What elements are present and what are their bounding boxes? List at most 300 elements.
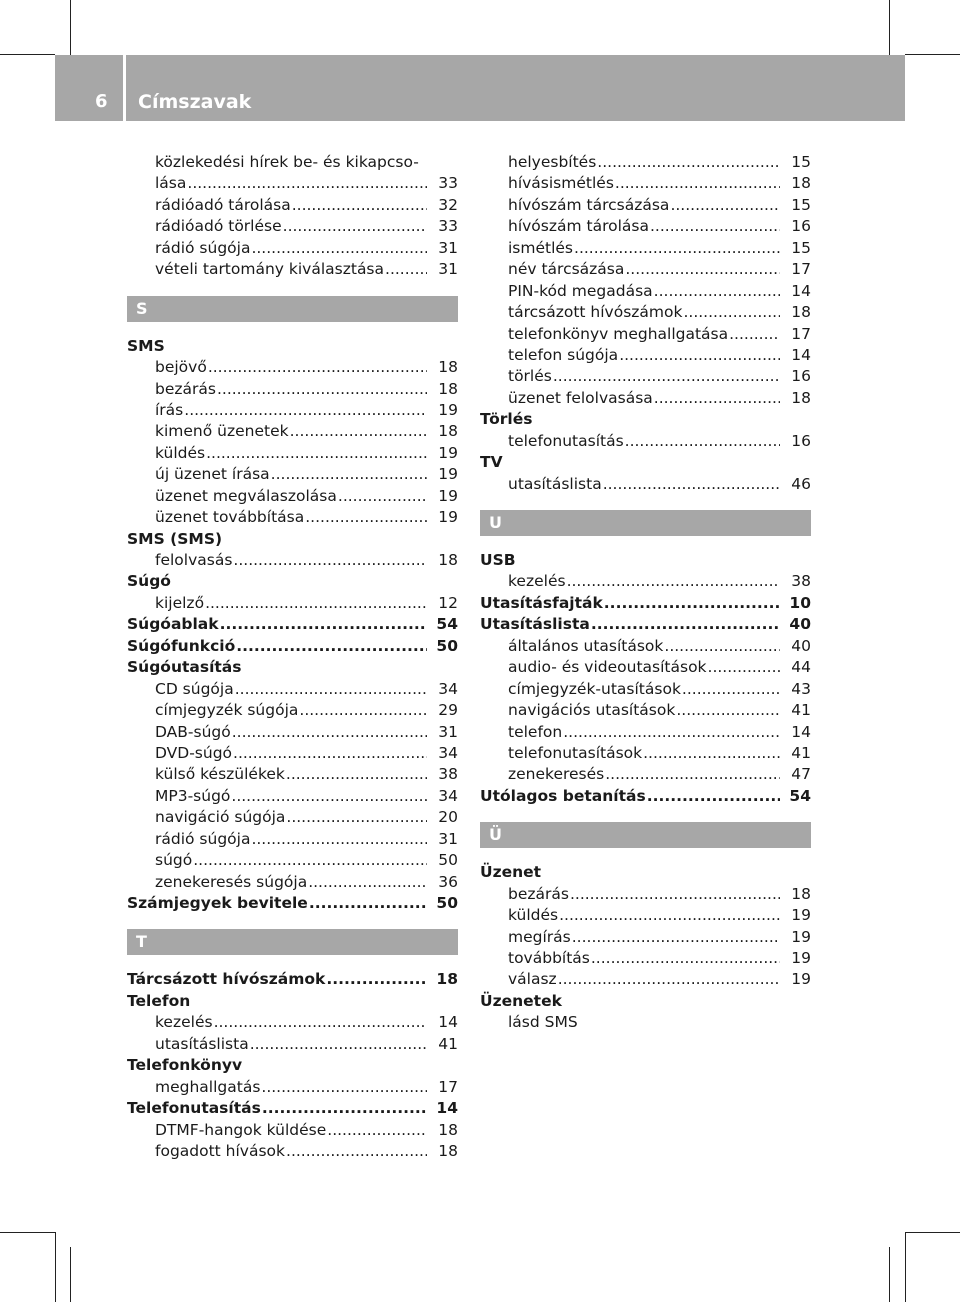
- index-heading: [127, 529, 458, 550]
- index-entry: [127, 679, 458, 700]
- entry-label: címjegyzék súgója: [155, 701, 299, 720]
- dot-leader: [643, 743, 780, 764]
- index-entry: [480, 571, 811, 592]
- dot-leader: [647, 786, 780, 807]
- index-entry: [127, 486, 458, 507]
- page-ref: 38: [438, 765, 458, 784]
- entry-label: üzenet megválaszolása: [155, 486, 337, 505]
- index-entry: [480, 700, 811, 721]
- dot-leader: [251, 829, 427, 850]
- page-ref: 14: [436, 1099, 458, 1118]
- entry-label: általános utasítások: [508, 636, 664, 655]
- page-ref: 12: [438, 593, 458, 612]
- dot-leader: [338, 486, 427, 507]
- entry-label: Üzenet: [480, 863, 542, 882]
- entry-label: utasításlista: [508, 474, 602, 493]
- page-ref: 34: [438, 786, 458, 805]
- page-ref: 18: [438, 422, 458, 441]
- dot-leader: [233, 550, 427, 571]
- index-entry: [127, 379, 458, 400]
- index-entry: [127, 550, 458, 571]
- page-ref: 36: [438, 872, 458, 891]
- entry-label: törlés: [508, 367, 552, 386]
- page-ref: 31: [438, 722, 458, 741]
- index-entry: [127, 216, 458, 237]
- dot-leader: [326, 969, 427, 990]
- index-entry: [127, 173, 458, 194]
- entry-label: USB: [480, 551, 516, 569]
- entry-label: ismétlés: [508, 238, 574, 257]
- dot-leader: [567, 571, 780, 592]
- index-entry: [480, 927, 811, 948]
- dot-leader: [558, 969, 780, 990]
- index-heading: [127, 1055, 458, 1076]
- entry-label: CD súgója: [155, 679, 234, 698]
- page-ref: 14: [791, 345, 811, 364]
- dot-leader: [261, 1077, 427, 1098]
- page-ref: 20: [438, 808, 458, 827]
- entry-label: tárcsázott hívószámok: [508, 303, 683, 322]
- dot-leader: [193, 850, 427, 871]
- index-entry: [480, 195, 811, 216]
- index-heading: [480, 550, 811, 571]
- entry-label: válasz: [508, 970, 557, 989]
- entry-label: Törlés: [480, 410, 533, 429]
- page-ref: 19: [438, 465, 458, 484]
- page-ref: 19: [791, 949, 811, 967]
- dot-leader: [308, 872, 427, 893]
- index-heading: [127, 636, 458, 657]
- dot-leader: [232, 722, 427, 743]
- entry-label: DAB-súgó: [155, 722, 231, 741]
- page-ref: 19: [438, 443, 458, 462]
- dot-leader: [214, 1012, 427, 1033]
- page-ref: 44: [791, 658, 811, 677]
- index-entry: [480, 884, 811, 905]
- page-ref: 31: [438, 238, 458, 257]
- entry-label: hívószám tárolása: [508, 217, 649, 236]
- dot-leader: [299, 700, 427, 721]
- index-entry: [127, 195, 458, 216]
- entry-label: címjegyzék-utasítások: [508, 679, 681, 698]
- entry-label: Számjegyek bevitele: [127, 894, 308, 912]
- index-entry: [127, 829, 458, 850]
- dot-leader: [591, 614, 780, 635]
- index-entry: [480, 722, 811, 743]
- dot-leader: [286, 807, 427, 828]
- index-entry: [127, 1034, 458, 1055]
- entry-label: utasításlista: [155, 1034, 249, 1053]
- index-heading: [480, 862, 811, 883]
- page-ref: 18: [791, 174, 811, 193]
- index-entry: [127, 764, 458, 785]
- page-number: 6: [95, 91, 108, 112]
- dot-leader: [597, 152, 780, 173]
- index-entry: [127, 259, 458, 280]
- page-ref: 43: [791, 679, 811, 698]
- page-ref: 17: [438, 1077, 458, 1096]
- entry-label: telefon súgója: [508, 345, 619, 364]
- page-title: Címszavak: [138, 91, 252, 113]
- dot-leader: [292, 195, 427, 216]
- page-ref: 18: [438, 379, 458, 398]
- page-ref: 54: [789, 786, 811, 805]
- page-ref: 16: [791, 367, 811, 386]
- crop-mark: [0, 54, 55, 55]
- index-column-right: [480, 152, 811, 1034]
- entry-label: navigáció súgója: [155, 808, 286, 827]
- entry-label: küldés: [508, 906, 559, 925]
- index-entry: [480, 948, 811, 969]
- dot-leader: [676, 700, 780, 721]
- entry-label: rádióadó törlése: [155, 217, 282, 236]
- index-entry: [127, 807, 458, 828]
- entry-label: üzenet továbbítása: [155, 508, 305, 527]
- entry-label: DTMF-hangok küldése: [155, 1120, 327, 1139]
- index-entry: [480, 302, 811, 323]
- entry-label: továbbítás: [508, 949, 590, 967]
- index-entry: [480, 173, 811, 194]
- entry-label: Telefonutasítás: [127, 1099, 261, 1118]
- dot-leader: [654, 281, 780, 302]
- index-heading: [480, 593, 811, 614]
- crop-mark: [905, 1232, 960, 1233]
- index-entry: [127, 722, 458, 743]
- dot-leader: [305, 507, 427, 528]
- crop-mark: [905, 1232, 906, 1302]
- dot-leader: [683, 302, 780, 323]
- crop-mark: [70, 1247, 71, 1302]
- page-ref: 34: [438, 679, 458, 698]
- index-entry: [127, 700, 458, 721]
- dot-leader: [309, 893, 427, 914]
- dot-leader: [650, 216, 780, 237]
- index-entry: [480, 388, 811, 409]
- entry-label: vételi tartomány kiválasztása: [155, 260, 385, 279]
- index-heading: [127, 657, 458, 678]
- page-ref: 54: [436, 615, 458, 634]
- header-divider: [123, 55, 126, 121]
- entry-label: TV: [480, 453, 503, 472]
- index-heading: [127, 336, 458, 357]
- entry-label: SMS: [127, 336, 165, 355]
- entry-label: telefonkönyv meghallgatása: [508, 324, 729, 343]
- dot-leader: [553, 366, 780, 387]
- entry-label: név tárcsázása: [508, 260, 625, 279]
- page-ref: 18: [438, 551, 458, 569]
- page-ref: 15: [791, 153, 811, 171]
- index-entry: [480, 969, 811, 990]
- index-heading: [480, 409, 811, 430]
- page-ref: 50: [436, 636, 458, 655]
- page-ref: 10: [789, 593, 811, 612]
- dot-leader: [670, 195, 780, 216]
- index-entry: [127, 743, 458, 764]
- index-entry: [127, 850, 458, 871]
- index-heading: [127, 571, 458, 592]
- index-heading: [127, 969, 458, 990]
- dot-leader: [208, 357, 427, 378]
- page-ref: 15: [791, 238, 811, 257]
- index-entry: [480, 743, 811, 764]
- index-entry: [480, 259, 811, 280]
- dot-leader: [572, 927, 780, 948]
- page-header: [55, 55, 905, 121]
- index-entry: [480, 216, 811, 237]
- entry-label: Súgóutasítás: [127, 658, 242, 677]
- index-entry: [127, 1012, 458, 1033]
- entry-label: Utólagos betanítás: [480, 786, 646, 805]
- section-letter: S: [127, 296, 458, 322]
- page-ref: 14: [791, 281, 811, 300]
- index-heading: [127, 991, 458, 1012]
- entry-label: fogadott hívások: [155, 1141, 286, 1160]
- page-ref: 16: [791, 217, 811, 236]
- index-entry: [127, 152, 458, 173]
- entry-label: Tárcsázott hívószámok: [127, 970, 326, 989]
- entry-label: DVD-súgó: [155, 743, 233, 762]
- index-entry: [480, 281, 811, 302]
- dot-leader: [619, 345, 780, 366]
- entry-label: kijelző: [155, 593, 205, 612]
- index-heading: [480, 452, 811, 473]
- crop-mark: [70, 0, 71, 55]
- index-entry: [480, 764, 811, 785]
- entry-label: hívásismétlés: [508, 174, 614, 193]
- dot-leader: [286, 764, 427, 785]
- index-heading: [127, 893, 458, 914]
- dot-leader: [559, 905, 780, 926]
- entry-label: PIN-kód megadása: [508, 281, 653, 300]
- index-heading: [480, 786, 811, 807]
- entry-label: kezelés: [508, 572, 566, 591]
- page-ref: 14: [791, 722, 811, 741]
- entry-label: helyesbítés: [508, 153, 597, 171]
- entry-label: közlekedési hírek be- és kikapcso-: [155, 153, 419, 171]
- entry-label: üzenet felolvasása: [508, 388, 653, 407]
- page-ref: 19: [791, 970, 811, 989]
- dot-leader: [563, 722, 780, 743]
- page-ref: 16: [791, 431, 811, 450]
- entry-label: bezárás: [155, 379, 216, 398]
- dot-leader: [708, 657, 780, 678]
- page-ref: 50: [438, 851, 458, 870]
- entry-label: Súgófunkció: [127, 636, 236, 655]
- page-ref: 33: [438, 217, 458, 236]
- index-heading: [480, 991, 811, 1012]
- entry-label: lása: [155, 174, 187, 193]
- index-entry: [127, 443, 458, 464]
- dot-leader: [625, 431, 780, 452]
- dot-leader: [205, 593, 427, 614]
- index-entry: [480, 431, 811, 452]
- index-heading: [480, 614, 811, 635]
- index-entry: [480, 238, 811, 259]
- page-ref: 18: [791, 388, 811, 407]
- page-ref: 32: [438, 195, 458, 214]
- index-entry: [480, 905, 811, 926]
- entry-label: rádióadó tárolása: [155, 195, 291, 214]
- page-ref: 47: [791, 765, 811, 784]
- entry-label: hívószám tárcsázása: [508, 195, 670, 214]
- page-ref: 41: [438, 1034, 458, 1053]
- crop-mark: [0, 1232, 55, 1233]
- dot-leader: [262, 1098, 427, 1119]
- dot-leader: [235, 679, 427, 700]
- index-entry: [480, 366, 811, 387]
- index-entry: [480, 324, 811, 345]
- dot-leader: [729, 324, 780, 345]
- entry-label: bezárás: [508, 884, 569, 903]
- index-entry: [127, 872, 458, 893]
- entry-label: Utasításfajták: [480, 593, 603, 612]
- dot-leader: [206, 443, 427, 464]
- dot-leader: [574, 238, 780, 259]
- entry-label: audio- és videoutasítások: [508, 658, 707, 677]
- dot-leader: [236, 636, 427, 657]
- page-ref: 19: [791, 927, 811, 946]
- page-ref: 40: [791, 636, 811, 655]
- dot-leader: [290, 421, 427, 442]
- entry-label: Súgóablak: [127, 615, 219, 634]
- page-ref: 31: [438, 260, 458, 279]
- page-ref: 31: [438, 829, 458, 848]
- page-ref: 19: [438, 508, 458, 527]
- page-ref: 46: [791, 474, 811, 493]
- page-ref: 17: [791, 260, 811, 279]
- index-entry: [127, 1141, 458, 1162]
- index-entry: [127, 1077, 458, 1098]
- index-entry: [480, 1012, 811, 1033]
- page-ref: 18: [438, 1141, 458, 1160]
- entry-label: rádió súgója: [155, 238, 251, 257]
- page-ref: 34: [438, 743, 458, 762]
- entry-label: telefon: [508, 722, 563, 741]
- dot-leader: [233, 743, 427, 764]
- dot-leader: [682, 679, 780, 700]
- page-ref: 18: [438, 1120, 458, 1139]
- entry-label: kezelés: [155, 1013, 213, 1032]
- entry-label: külső készülékek: [155, 765, 285, 784]
- entry-label: Súgó: [127, 572, 171, 591]
- page-ref: 18: [438, 358, 458, 377]
- entry-label: megírás: [508, 927, 571, 946]
- page-ref: 18: [791, 303, 811, 322]
- index-entry: [480, 636, 811, 657]
- page-ref: 17: [791, 324, 811, 343]
- index-entry: [127, 593, 458, 614]
- index-entry: [127, 421, 458, 442]
- page-ref: 40: [789, 615, 811, 634]
- page-ref: 19: [438, 486, 458, 505]
- entry-label: Utasításlista: [480, 615, 590, 634]
- index-heading: [127, 1098, 458, 1119]
- dot-leader: [283, 216, 427, 237]
- page-ref: 15: [791, 195, 811, 214]
- page-ref: 18: [436, 970, 458, 989]
- entry-label: Üzenetek: [480, 991, 562, 1010]
- entry-label: meghallgatás: [155, 1077, 261, 1096]
- entry-label: zenekeresés súgója: [155, 872, 308, 891]
- index-entry: [480, 474, 811, 495]
- dot-leader: [604, 593, 780, 614]
- dot-leader: [217, 379, 427, 400]
- dot-leader: [570, 884, 780, 905]
- entry-label: rádió súgója: [155, 829, 251, 848]
- index-entry: [127, 507, 458, 528]
- index-entry: [480, 152, 811, 173]
- entry-label: lásd SMS: [508, 1013, 578, 1032]
- index-entry: [127, 1120, 458, 1141]
- entry-label: bejövő: [155, 358, 207, 377]
- page-ref: 14: [438, 1013, 458, 1032]
- entry-label: kimenő üzenetek: [155, 422, 289, 441]
- crop-mark: [889, 0, 890, 55]
- dot-leader: [654, 388, 780, 409]
- crop-mark: [905, 54, 960, 55]
- page-ref: 33: [438, 174, 458, 193]
- dot-leader: [184, 400, 427, 421]
- dot-leader: [664, 636, 780, 657]
- dot-leader: [250, 1034, 427, 1055]
- dot-leader: [327, 1120, 427, 1141]
- dot-leader: [615, 173, 780, 194]
- index-entry: [127, 786, 458, 807]
- dot-leader: [625, 259, 780, 280]
- index-entry: [480, 345, 811, 366]
- crop-mark: [55, 1232, 56, 1302]
- entry-label: felolvasás: [155, 551, 233, 569]
- index-entry: [480, 657, 811, 678]
- dot-leader: [286, 1141, 427, 1162]
- crop-mark: [889, 1247, 890, 1302]
- page-ref: 38: [791, 572, 811, 591]
- dot-leader: [231, 786, 427, 807]
- dot-leader: [605, 764, 780, 785]
- index-entry: [127, 400, 458, 421]
- page-ref: 50: [436, 894, 458, 912]
- page-ref: 41: [791, 701, 811, 720]
- page-ref: 29: [438, 701, 458, 720]
- index-column-left: [127, 152, 458, 1162]
- dot-leader: [251, 238, 427, 259]
- index-entry: [480, 679, 811, 700]
- section-letter: U: [480, 510, 811, 536]
- index-entry: [127, 357, 458, 378]
- dot-leader: [591, 948, 780, 969]
- entry-label: súgó: [155, 851, 193, 870]
- entry-label: telefonutasítások: [508, 743, 643, 762]
- dot-leader: [271, 464, 427, 485]
- page-ref: 19: [791, 906, 811, 925]
- entry-label: MP3-súgó: [155, 786, 231, 805]
- page-ref: 18: [791, 884, 811, 903]
- dot-leader: [603, 474, 780, 495]
- entry-label: új üzenet írása: [155, 465, 270, 484]
- entry-label: küldés: [155, 443, 206, 462]
- entry-label: telefonutasítás: [508, 431, 624, 450]
- section-letter: T: [127, 929, 458, 955]
- entry-label: SMS (SMS): [127, 529, 223, 548]
- entry-label: zenekeresés: [508, 765, 605, 784]
- page-ref: 41: [791, 743, 811, 762]
- dot-leader: [187, 173, 427, 194]
- dot-leader: [385, 259, 427, 280]
- index-heading: [127, 614, 458, 635]
- entry-label: navigációs utasítások: [508, 701, 676, 720]
- section-letter: Ü: [480, 822, 811, 848]
- entry-label: írás: [155, 400, 184, 419]
